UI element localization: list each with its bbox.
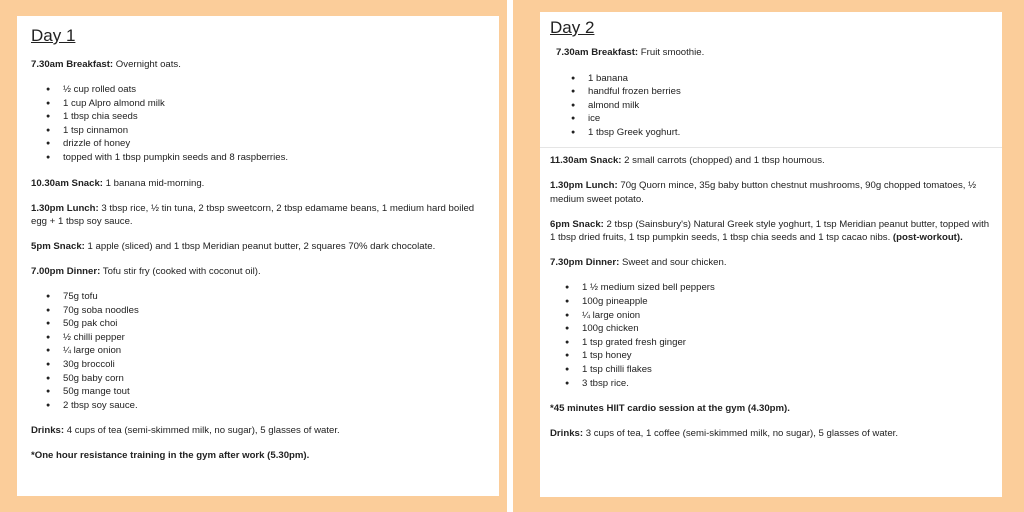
day2-snack1 [550, 154, 994, 168]
list-item: ● drizzle of honey [63, 137, 485, 151]
day2-top-section [550, 16, 994, 139]
day1-note [31, 449, 485, 463]
day2-lunch-label: 1.30pm Lunch: [550, 180, 618, 192]
day1-lunch-label: 1.30pm Lunch: [31, 202, 99, 214]
list-item: ● 1 tsp grated fresh ginger [582, 336, 994, 350]
day2-drinks-label: Drinks: [550, 428, 584, 440]
list-item: ● 50g mange tout [63, 385, 485, 399]
day1-snack1 [31, 177, 485, 191]
day1-breakfast-list [31, 83, 485, 165]
list-item: ● ½ cup rolled oats [63, 83, 485, 97]
day1-page [17, 16, 499, 496]
day1-dinner-label: 7.00pm Dinner: [31, 266, 101, 278]
list-item: ● almond milk [588, 99, 994, 113]
day2-bottom-section [550, 148, 994, 440]
day2-breakfast-text: Fruit smoothie. [638, 47, 705, 58]
day1-breakfast-text: Overnight oats. [113, 59, 181, 70]
day2-drinks [550, 427, 994, 441]
day1-title: Day 1 [31, 26, 76, 45]
list-item: ● 1 tsp cinnamon [63, 124, 485, 138]
list-item: ● 2 tbsp soy sauce. [63, 399, 485, 413]
day2-breakfast [556, 46, 994, 60]
day1-dinner-text: Tofu stir fry (cooked with coconut oil). [100, 266, 261, 278]
list-item: ● 70g soba noodles [63, 304, 485, 318]
day1-lunch-text: 3 tbsp rice, ½ tin tuna, 2 tbsp sweetcorn, 2 tbsp edamame beans, 1 medium hard boiled egg + 1 tbsp soy sauce. [31, 202, 475, 228]
list-item: ● ice [588, 112, 994, 126]
day1-snack1-label: 10.30am Snack: [31, 177, 103, 189]
day1-snack2 [31, 240, 485, 254]
day2-dinner-label: 7.30pm Dinner: [550, 257, 620, 269]
day2-note [550, 402, 994, 416]
list-item: ● handful frozen berries [588, 85, 994, 99]
day2-breakfast-label: 7.30am Breakfast: [556, 47, 639, 58]
list-item: ● 1 tsp chilli flakes [582, 363, 994, 377]
list-item: ● 50g baby corn [63, 372, 485, 386]
list-item: ● 50g pak choi [63, 317, 485, 331]
day2-snack1-text: 2 small carrots (chopped) and 1 tbsp houmous. [621, 155, 825, 167]
day2-lunch-text: 70g Quorn mince, 35g baby button chestnut mushrooms, 90g chopped tomatoes, ½ medium sweet potato. [550, 180, 977, 205]
day2-note-text: *45 minutes HIIT cardio session at the gym (4.30pm). [550, 403, 790, 415]
day1-drinks [31, 424, 485, 438]
day1-snack2-label: 5pm Snack: [31, 241, 85, 253]
day1-frame [0, 0, 507, 512]
list-item: ● 1 tbsp Greek yoghurt. [588, 126, 994, 140]
list-item: ● 1 banana [588, 72, 994, 86]
list-item: ● 75g tofu [63, 290, 485, 304]
list-item: ● topped with 1 tbsp pumpkin seeds and 8 raspberries. [63, 151, 485, 165]
list-item: ● 100g chicken [582, 322, 994, 336]
day2-snack2-label: 6pm Snack: [550, 218, 604, 230]
day1-breakfast-label: 7.30am Breakfast: [31, 59, 114, 70]
day2-lunch [550, 179, 994, 206]
day2-snack2 [550, 218, 994, 245]
day1-dinner-list [31, 290, 485, 412]
day1-snack1-text: 1 banana mid-morning. [103, 177, 205, 189]
day1-note-text: *One hour resistance training in the gym after work (5.30pm). [31, 450, 310, 462]
day1-snack2-text: 1 apple (sliced) and 1 tbsp Meridian peanut butter, 2 squares 70% dark chocolate. [84, 241, 436, 253]
day1-drinks-text: 4 cups of tea (semi-skimmed milk, no sugar), 5 glasses of water. [64, 425, 340, 437]
list-item: ● 1 ½ medium sized bell peppers [582, 281, 994, 295]
day2-dinner [550, 256, 994, 270]
list-item: ● 1 tsp honey [582, 349, 994, 363]
list-item: ● ¼ large onion [63, 344, 485, 358]
day2-snack2-text: 2 tbsp (Sainsbury's) Natural Greek style yoghurt, 1 tsp Meridian peanut butter, topped with 1 tbsp dried fruits, 1 tsp pumpkin seeds, 1 tbsp chia seeds and 1 tsp cacao nibs. [550, 218, 990, 244]
day1-drinks-label: Drinks: [31, 425, 65, 437]
list-item: ● 3 tbsp rice. [582, 377, 994, 391]
day2-title: Day 2 [550, 18, 595, 37]
day2-drinks-text: 3 cups of tea, 1 coffee (semi-skimmed milk, no sugar), 5 glasses of water. [583, 428, 899, 440]
list-item: ● ¼ large onion [582, 309, 994, 323]
day2-frame [513, 0, 1024, 512]
day2-breakfast-list [556, 72, 994, 140]
list-item: ● 100g pineapple [582, 295, 994, 309]
list-item: ● ½ chilli pepper [63, 331, 485, 345]
day2-dinner-text: Sweet and sour chicken. [619, 257, 727, 269]
day2-page [540, 12, 1002, 497]
day1-dinner [31, 265, 485, 279]
day1-breakfast [31, 58, 485, 72]
day2-snack2-bold-tail: (post-workout). [892, 232, 963, 244]
list-item: ● 1 cup Alpro almond milk [63, 97, 485, 111]
day1-lunch [31, 202, 485, 229]
list-item: ● 30g broccoli [63, 358, 485, 372]
list-item: ● 1 tbsp chia seeds [63, 110, 485, 124]
day2-dinner-list [550, 281, 994, 390]
day2-snack1-label: 11.30am Snack: [550, 155, 622, 167]
